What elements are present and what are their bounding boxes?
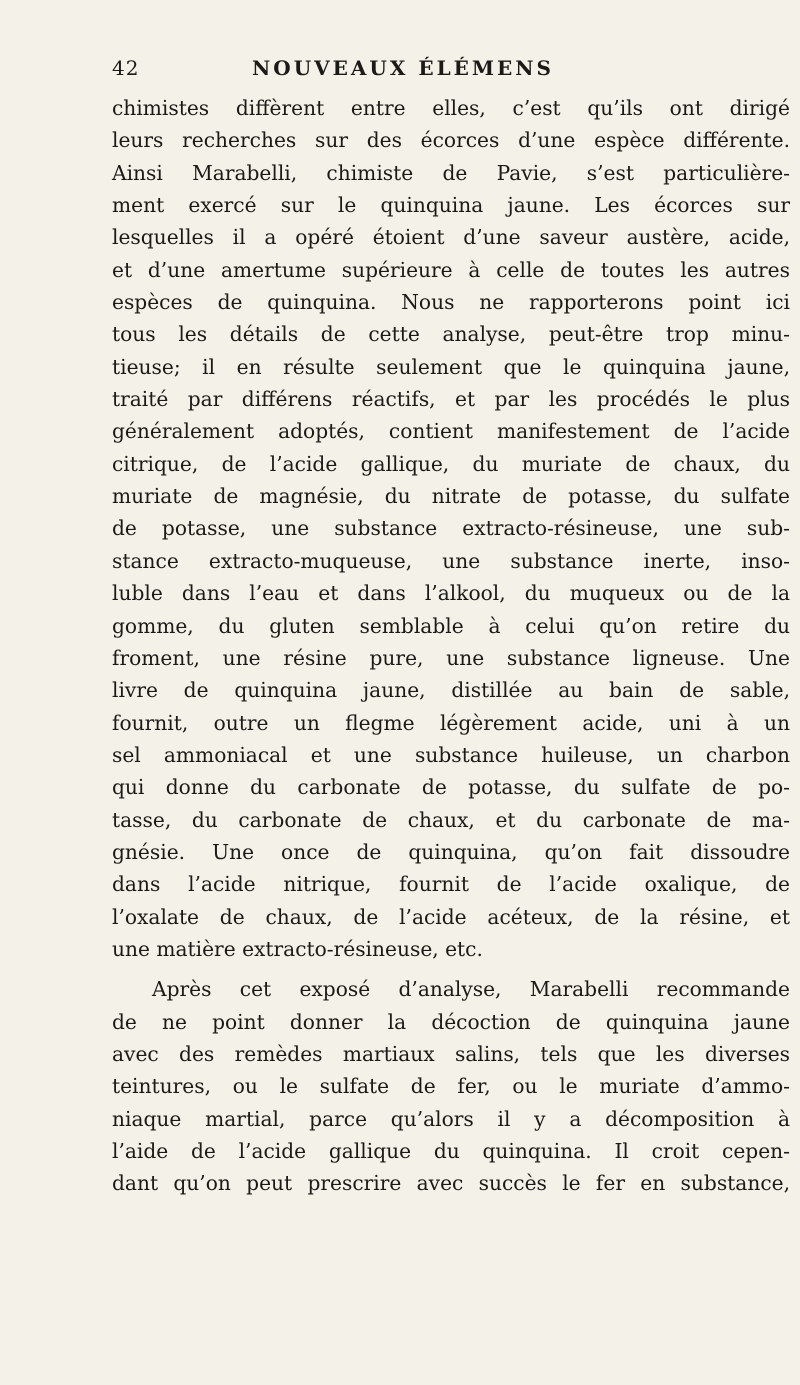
text-line: dans l’acide nitrique, fournit de l’acide oxalique, de (112, 872, 790, 897)
text-line: Après cet exposé d’analyse, Marabelli recommande (152, 977, 790, 1002)
paragraph (112, 92, 792, 965)
text-line: ment exercé sur le quinquina jaune. Les écorces sur (112, 193, 790, 218)
page-number: 42 (112, 56, 140, 80)
running-title: NOUVEAUX ÉLÉMENS (252, 56, 555, 80)
text-line: l’oxalate de chaux, de l’acide acéteux, de la résine, et (112, 904, 790, 929)
text-line: livre de quinquina jaune, distillée au bain de sable, (112, 678, 790, 703)
text-line: citrique, de l’acide gallique, du muriate de chaux, du (112, 451, 790, 476)
paragraph (112, 973, 792, 1199)
text-line: généralement adoptés, contient manifestement de l’acide (112, 419, 790, 444)
text-line: fournit, outre un flegme légèrement acide, uni à un (112, 710, 790, 735)
text-line: tous les détails de cette analyse, peut-être trop minu- (112, 322, 790, 347)
text-line: une matière extracto-résineuse, etc. (112, 936, 483, 961)
text-line: luble dans l’eau et dans l’alkool, du muqueux ou de la (112, 581, 790, 606)
text-line: gnésie. Une once de quinquina, qu’on fait dissoudre (112, 839, 790, 864)
running-head (112, 50, 707, 90)
text-line: froment, une résine pure, une substance ligneuse. Une (112, 645, 790, 670)
text-line: teintures, ou le sulfate de fer, ou le muriate d’ammo- (112, 1074, 790, 1099)
text-line: tasse, du carbonate de chaux, et du carbonate de ma- (112, 807, 790, 832)
text-line: et d’une amertume supérieure à celle de toutes les autres (112, 257, 790, 282)
text-line: l’aide de l’acide gallique du quinquina. Il croit cepen- (112, 1139, 790, 1163)
text-line: muriate de magnésie, du nitrate de potasse, du sulfate (112, 484, 790, 509)
text-line: dant qu’on peut prescrire avec succès le fer en substance, (112, 1171, 790, 1196)
text-line: gomme, du gluten semblable à celui qu’on retire du (112, 613, 790, 638)
text-line: traité par différens réactifs, et par les procédés le plus (112, 387, 790, 412)
text-line: sel ammoniacal et une substance huileuse, un charbon (112, 742, 790, 767)
text-line: tieuse; il en résulte seulement que le quinquina jaune, (112, 354, 790, 379)
text-line: leurs recherches sur des écorces d’une espèce différente. (112, 128, 790, 153)
text-line: lesquelles il a opéré étoient d’une saveur austère, acide, (112, 225, 790, 250)
body-text (112, 92, 792, 1200)
text-line: chimistes diffèrent entre elles, c’est qu’ils ont dirigé (112, 96, 790, 120)
text-line: avec des remèdes martiaux salins, tels que les diverses (112, 1041, 790, 1066)
text-line: Ainsi Marabelli, chimiste de Pavie, s’est particulière- (112, 160, 790, 185)
paragraph-gap (112, 965, 792, 973)
text-line: de ne point donner la décoction de quinquina jaune (112, 1009, 790, 1034)
text-line: stance extracto-muqueuse, une substance inerte, inso- (112, 548, 790, 573)
text-line: qui donne du carbonate de potasse, du sulfate de po- (112, 775, 790, 800)
text-line: de potasse, une substance extracto-résineuse, une sub- (112, 516, 790, 541)
text-line: niaque martial, parce qu’alors il y a décomposition à (112, 1106, 790, 1131)
text-line: espèces de quinquina. Nous ne rapporterons point ici (112, 290, 790, 315)
